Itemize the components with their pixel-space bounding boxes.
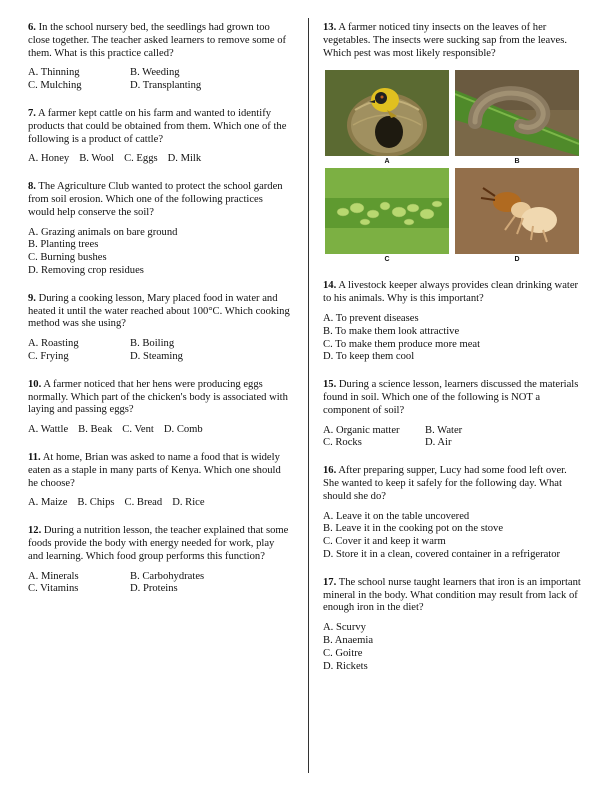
question-text: A livestock keeper always provides clean drinking water to his animals. Why is this important? xyxy=(323,280,579,305)
photo-a-weaver-bird xyxy=(325,70,449,168)
question-stem xyxy=(28,525,290,563)
answer-option[interactable]: D. Removing crop residues xyxy=(28,264,144,276)
option-row xyxy=(323,635,585,648)
answer-option[interactable]: D. Rickets xyxy=(323,660,368,672)
answer-option[interactable]: B. Weeding xyxy=(130,67,180,79)
answer-option[interactable]: B. Carbohydrates xyxy=(130,570,205,582)
question-11 xyxy=(28,452,290,510)
photo-d-caption: D xyxy=(514,256,520,264)
question-stem xyxy=(28,22,290,60)
answer-option[interactable]: C. Eggs xyxy=(124,153,158,165)
answer-option[interactable]: C. Vent xyxy=(122,424,154,436)
question-13 xyxy=(323,22,585,266)
question-number: 8. xyxy=(28,181,36,193)
question-text: After preparing supper, Lucy had some food left over. She wanted to keep it safely for the following day. What should she do? xyxy=(323,465,567,502)
answer-option[interactable]: A. Thinning xyxy=(28,67,80,79)
option-row xyxy=(323,326,585,339)
answer-option[interactable]: D. Air xyxy=(425,437,452,449)
question-number: 12. xyxy=(28,525,42,537)
option-row xyxy=(28,239,290,252)
option-row xyxy=(28,80,290,93)
option-row xyxy=(323,339,585,352)
answer-option[interactable]: B. Anaemia xyxy=(323,634,374,646)
question-stem xyxy=(323,465,585,503)
question-10 xyxy=(28,379,290,437)
option-row xyxy=(323,437,585,450)
answer-options xyxy=(323,511,585,562)
column-divider xyxy=(308,18,309,773)
answer-option[interactable]: C. To make them produce more meat xyxy=(323,338,481,350)
option-row xyxy=(323,549,585,562)
answer-options xyxy=(28,571,290,597)
right-column xyxy=(323,22,585,688)
answer-option[interactable]: B. Chips xyxy=(77,497,115,509)
answer-option[interactable]: A. Maize xyxy=(28,497,68,509)
question-number: 11. xyxy=(28,451,41,463)
answer-option[interactable]: B. Leave it in the cooking pot on the stove xyxy=(323,523,504,535)
option-row xyxy=(28,227,290,240)
option-row xyxy=(28,571,290,584)
answer-option[interactable]: D. Store it in a clean, covered container in a refrigerator xyxy=(323,548,561,560)
photo-b-caption: B xyxy=(514,158,520,166)
answer-option[interactable]: B. Water xyxy=(425,424,463,436)
option-row xyxy=(28,67,290,80)
answer-options xyxy=(28,67,290,93)
answer-option[interactable]: A. Scurvy xyxy=(323,622,366,634)
answer-option[interactable]: A. Roasting xyxy=(28,338,79,350)
photo-d-termite xyxy=(455,168,579,266)
question-number: 16. xyxy=(323,465,337,477)
left-column xyxy=(28,22,290,611)
answer-option[interactable]: B. Boiling xyxy=(130,338,175,350)
answer-option[interactable]: C. Rocks xyxy=(323,437,362,449)
question-stem xyxy=(28,452,290,490)
answer-option[interactable]: D. Steaming xyxy=(130,350,183,362)
option-row xyxy=(28,497,290,510)
answer-option[interactable]: B. To make them look attractive xyxy=(323,325,460,337)
question-7 xyxy=(28,108,290,166)
option-row xyxy=(28,424,290,437)
answer-options xyxy=(28,338,290,364)
question-16 xyxy=(323,465,585,562)
answer-option[interactable]: D. Comb xyxy=(163,424,203,436)
option-row xyxy=(28,338,290,351)
question-number: 15. xyxy=(323,379,337,391)
question-number: 9. xyxy=(28,292,36,304)
cutworm-image xyxy=(455,70,579,156)
answer-option[interactable]: A. Organic matter xyxy=(323,424,400,436)
question-text: A farmer noticed that her hens were producing eggs normally. Which part of the chicken's body is associated with laying and passing eggs? xyxy=(28,378,288,416)
question-number: 6. xyxy=(28,22,36,33)
question-stem xyxy=(323,379,585,417)
question-15 xyxy=(323,379,585,450)
question-text: In the school nursery bed, the seedlings had grown too close together. The teacher asked learners to remove some of them. What is this practice called? xyxy=(28,22,287,59)
question-text: During a nutrition lesson, the teacher explained that some foods provide the body with energy needed for work, play and learning. Which food group performs this function? xyxy=(28,525,289,562)
answer-option[interactable]: A. Honey xyxy=(28,153,70,165)
question-number: 10. xyxy=(28,378,42,390)
answer-option[interactable]: C. Mulching xyxy=(28,80,82,92)
option-row xyxy=(323,523,585,536)
pest-photo-grid xyxy=(325,70,585,266)
answer-options xyxy=(28,227,290,278)
option-row xyxy=(28,265,290,278)
question-number: 13. xyxy=(323,22,337,33)
question-text: During a cooking lesson, Mary placed food in water and heated it until the water reached about 100°C. Which cooking method was she using? xyxy=(28,292,290,330)
question-number: 7. xyxy=(28,107,36,119)
answer-option[interactable]: D. To keep them cool xyxy=(323,351,415,363)
question-13-stem xyxy=(323,22,585,60)
question-14 xyxy=(323,280,585,364)
question-6 xyxy=(28,22,290,93)
photo-b-cutworm xyxy=(455,70,579,168)
answer-options xyxy=(28,497,290,510)
answer-option[interactable]: B. Wool xyxy=(79,153,115,165)
option-row xyxy=(28,153,290,166)
answer-options xyxy=(323,313,585,364)
answer-option[interactable]: C. Frying xyxy=(28,350,69,362)
question-text: The school nurse taught learners that iron is an important mineral in the body. What condition may result from lack of enough iron in the diet? xyxy=(323,576,581,614)
answer-options xyxy=(28,424,290,437)
question-9 xyxy=(28,293,290,364)
weaver-bird-nest-image xyxy=(325,70,449,156)
right-questions xyxy=(323,280,585,673)
question-8 xyxy=(28,181,290,278)
answer-option[interactable]: B. Planting trees xyxy=(28,239,99,251)
answer-options xyxy=(28,153,290,166)
option-row xyxy=(323,313,585,326)
question-12 xyxy=(28,525,290,596)
answer-option[interactable]: C. Vitamins xyxy=(28,583,79,595)
answer-option[interactable]: D. Rice xyxy=(172,497,205,509)
answer-option[interactable]: A. Leave it on the table uncovered xyxy=(323,510,470,522)
photo-c-caption: C xyxy=(384,256,390,264)
photo-c-aphids xyxy=(325,168,449,266)
option-row xyxy=(323,648,585,661)
photo-a-caption: A xyxy=(384,158,390,166)
answer-option[interactable]: D. Proteins xyxy=(130,583,178,595)
question-stem xyxy=(28,108,290,146)
termite-image xyxy=(455,168,579,254)
answer-option[interactable]: D. Milk xyxy=(167,153,202,165)
option-row xyxy=(323,661,585,674)
option-row xyxy=(323,351,585,364)
answer-option[interactable]: A. Grazing animals on bare ground xyxy=(28,226,178,238)
option-row xyxy=(323,511,585,524)
aphids-image xyxy=(325,168,449,254)
answer-option[interactable]: C. Bread xyxy=(124,497,163,509)
answer-option[interactable]: A. To prevent diseases xyxy=(323,312,419,324)
question-text: The Agriculture Club wanted to protect the school garden from soil erosion. Which one of the following practices would help conserve the soil? xyxy=(28,181,283,218)
answer-option[interactable]: C. Cover it and keep it warm xyxy=(323,536,446,548)
question-stem xyxy=(323,577,585,615)
question-17 xyxy=(323,577,585,674)
option-row xyxy=(323,622,585,635)
option-row xyxy=(323,425,585,438)
option-row xyxy=(323,536,585,549)
option-row xyxy=(28,351,290,364)
answer-options xyxy=(323,622,585,673)
answer-option[interactable]: B. Beak xyxy=(78,424,113,436)
answer-option[interactable]: C. Goitre xyxy=(323,647,363,659)
answer-option[interactable]: D. Transplanting xyxy=(130,80,202,92)
question-stem xyxy=(28,379,290,417)
question-text: A farmer noticed tiny insects on the leaves of her vegetables. The insects were sucking sap from the leaves. Which pest was most likely responsible? xyxy=(323,22,567,59)
question-text: At home, Brian was asked to name a food that is widely eaten as a staple in many parts of Kenya. Which one should he choose? xyxy=(28,451,281,489)
option-row xyxy=(28,583,290,596)
question-stem xyxy=(28,293,290,331)
answer-option[interactable]: A. Minerals xyxy=(28,570,79,582)
question-number: 14. xyxy=(323,280,337,292)
question-text: A farmer kept cattle on his farm and wanted to identify products that could be obtained from them. Which one of the following is a product of cattle? xyxy=(28,107,287,145)
question-stem xyxy=(28,181,290,219)
answer-option[interactable]: A. Wattle xyxy=(28,424,69,436)
answer-options xyxy=(323,425,585,451)
question-stem xyxy=(323,280,585,306)
question-text: During a science lesson, learners discussed the materials found in soil. Which one of the following is NOT a component of soil? xyxy=(323,379,579,416)
option-row xyxy=(28,252,290,265)
question-number: 17. xyxy=(323,576,337,588)
answer-option[interactable]: C. Burning bushes xyxy=(28,252,107,264)
